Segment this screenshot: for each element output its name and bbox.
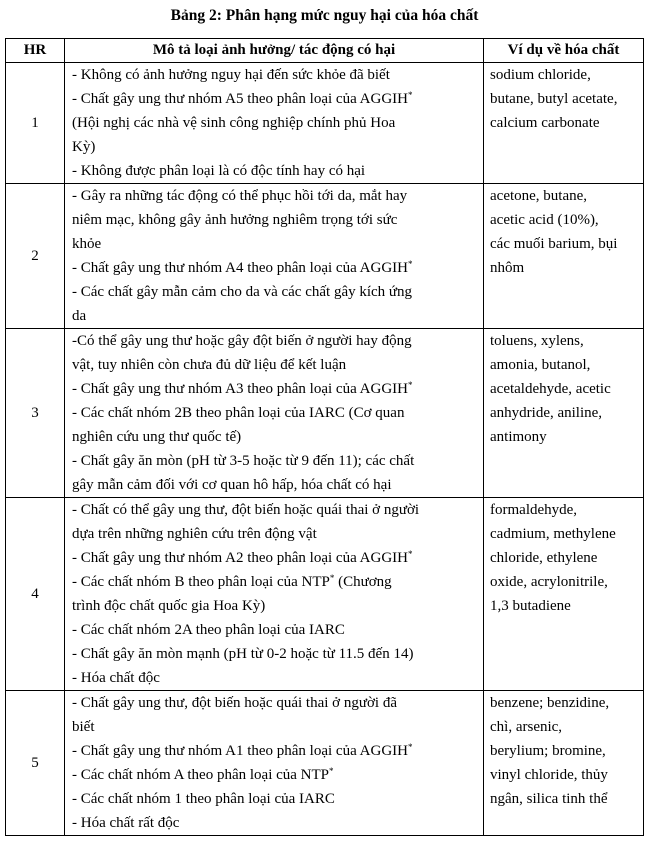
example-line: 1,3 butadiene — [490, 598, 571, 614]
example-line: nhôm — [490, 260, 525, 276]
description-line: - Các chất nhóm 1 theo phân loại của IARC — [72, 791, 335, 807]
footnote-mark: * — [408, 380, 413, 390]
description-line: - Các chất nhóm B theo phân loại của NTP* (Chương — [72, 573, 392, 590]
example-line: chì, arsenic, — [490, 719, 563, 735]
example-line: cadmium, methylene — [490, 526, 616, 542]
description-cell — [65, 63, 484, 184]
description-line: (Hội nghị các nhà vệ sinh công nghiệp chính phủ Hoa — [72, 115, 396, 131]
description-line: da — [72, 308, 87, 324]
example-line: oxide, acrylonitrile, — [490, 574, 608, 590]
example-line: ngân, silica tinh thể — [490, 791, 608, 807]
description-line: dựa trên những nghiên cứu trên động vật — [72, 526, 317, 542]
description-line: - Hóa chất độc — [72, 670, 160, 686]
hr-cell: 1 — [6, 63, 65, 184]
description-line: - Các chất gây mẫn cảm cho da và các chất gây kích ứng — [72, 284, 413, 300]
example-line: butane, butyl acetate, — [490, 91, 618, 107]
hr-cell: 5 — [6, 691, 65, 836]
header-examples: Ví dụ về hóa chất — [484, 39, 644, 63]
description-line: - Các chất nhóm A theo phân loại của NTP* — [72, 766, 334, 783]
description-line: vật, tuy nhiên còn chưa đủ dữ liệu để kết luận — [72, 357, 347, 373]
description-line: trình độc chất quốc gia Hoa Kỳ) — [72, 598, 266, 614]
examples-cell — [484, 498, 644, 691]
description-line: - Chất gây ăn mòn mạnh (pH từ 0-2 hoặc từ 11.5 đến 14) — [72, 646, 414, 662]
description-line: niêm mạc, không gây ảnh hưởng nghiêm trọng tới sức — [72, 212, 398, 228]
example-line: berylium; bromine, — [490, 743, 606, 759]
description-line: - Các chất nhóm 2A theo phân loại của IARC — [72, 622, 345, 638]
footnote-mark: * — [408, 90, 413, 100]
footnote-mark: * — [408, 742, 413, 752]
hr-cell: 3 — [6, 329, 65, 498]
description-line: - Gây ra những tác động có thể phục hồi tới da, mắt hay — [72, 188, 408, 204]
example-line: benzene; benzidine, — [490, 695, 610, 711]
example-line: acetone, butane, — [490, 188, 588, 204]
example-line: sodium chloride, — [490, 67, 591, 83]
example-line: chloride, ethylene — [490, 550, 598, 566]
description-line: -Có thể gây ung thư hoặc gây đột biến ở người hay động — [72, 333, 412, 349]
description-line: khỏe — [72, 236, 102, 252]
table-row — [6, 63, 644, 184]
description-line: - Chất có thể gây ung thư, đột biến hoặc quái thai ở người — [72, 502, 420, 518]
example-line: calcium carbonate — [490, 115, 600, 131]
example-line: formaldehyde, — [490, 502, 578, 518]
hazard-rating-table — [5, 38, 644, 836]
hr-cell: 2 — [6, 184, 65, 329]
examples-cell — [484, 329, 644, 498]
table-row — [6, 329, 644, 498]
header-hr: HR — [6, 39, 65, 63]
description-line: - Chất gây ung thư, đột biến hoặc quái thai ở người đã — [72, 695, 397, 711]
examples-cell — [484, 184, 644, 329]
example-line: antimony — [490, 429, 547, 445]
description-cell — [65, 691, 484, 836]
table-title: Bảng 2: Phân hạng mức nguy hại của hóa chất — [170, 7, 479, 24]
header-description: Mô tả loại ảnh hưởng/ tác động có hại — [65, 39, 484, 63]
description-line: - Chất gây ung thư nhóm A2 theo phân loại của AGGIH* — [72, 549, 413, 566]
footnote-mark: * — [329, 573, 335, 583]
examples-cell — [484, 691, 644, 836]
description-line: - Không có ảnh hưởng nguy hại đến sức khỏe đã biết — [72, 67, 390, 83]
description-line: gây mẫn cảm đối với cơ quan hô hấp, hóa chất có hại — [72, 477, 392, 493]
description-line: biết — [72, 719, 95, 735]
description-line: - Chất gây ung thư nhóm A1 theo phân loại của AGGIH* — [72, 742, 413, 759]
example-line: vinyl chloride, thủy — [490, 767, 608, 783]
description-line: - Không được phân loại là có độc tính hay có hại — [72, 163, 366, 179]
example-line: toluens, xylens, — [490, 333, 584, 349]
example-line: các muối barium, bụi — [490, 236, 618, 252]
description-cell — [65, 498, 484, 691]
example-line: acetaldehyde, acetic — [490, 381, 611, 397]
footnote-mark: * — [408, 549, 413, 559]
table-header-row — [6, 39, 644, 63]
description-line: - Chất gây ung thư nhóm A5 theo phân loại của AGGIH* — [72, 90, 413, 107]
description-cell — [65, 184, 484, 329]
footnote-mark: * — [408, 259, 413, 269]
table-row — [6, 498, 644, 691]
description-line: nghiên cứu ung thư quốc tế) — [72, 429, 242, 445]
hr-cell: 4 — [6, 498, 65, 691]
example-line: amonia, butanol, — [490, 357, 591, 373]
description-cell — [65, 329, 484, 498]
footnote-mark: * — [329, 766, 334, 776]
description-line: - Hóa chất rất độc — [72, 815, 180, 831]
examples-cell — [484, 63, 644, 184]
example-line: anhydride, aniline, — [490, 405, 603, 421]
description-line: - Chất gây ung thư nhóm A3 theo phân loại của AGGIH* — [72, 380, 413, 397]
table-row — [6, 691, 644, 836]
description-line: - Chất gây ung thư nhóm A4 theo phân loại của AGGIH* — [72, 259, 413, 276]
description-line: Kỳ) — [72, 139, 96, 155]
description-line: - Các chất nhóm 2B theo phân loại của IARC (Cơ quan — [72, 405, 405, 421]
example-line: acetic acid (10%), — [490, 212, 599, 228]
table-row — [6, 184, 644, 329]
description-line: - Chất gây ăn mòn (pH từ 3-5 hoặc từ 9 đến 11); các chất — [72, 453, 415, 469]
